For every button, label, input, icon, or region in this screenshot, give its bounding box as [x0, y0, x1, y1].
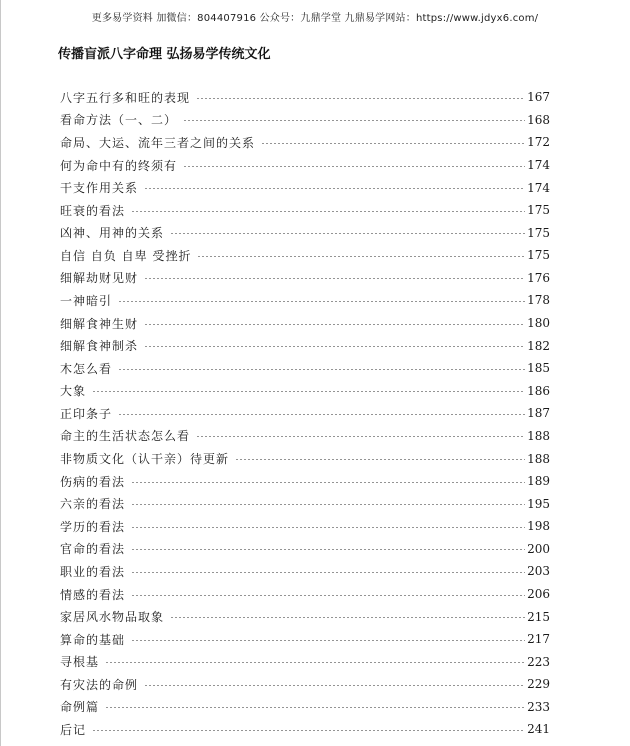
toc-entry-page-number: 187: [527, 406, 550, 421]
toc-entry[interactable]: [60, 470, 550, 493]
toc-entry-title: 伤病的看法: [60, 474, 126, 489]
toc-entry-title: 命主的生活状态怎么看: [60, 429, 191, 444]
toc-entry-page-number: 178: [527, 293, 550, 308]
toc-entry-page-number: 229: [527, 677, 550, 692]
toc-entry-title: 职业的看法: [60, 564, 126, 579]
toc-entry[interactable]: [60, 673, 550, 696]
toc-entry-page-number: 206: [527, 587, 550, 601]
dot-leader: [131, 504, 525, 505]
page-edge: [0, 0, 1, 746]
toc-entry-title: 凶神、用神的关系: [60, 226, 165, 241]
dot-leader: [183, 166, 525, 167]
dot-leader: [131, 549, 525, 550]
dot-leader: [196, 436, 525, 437]
toc-entry[interactable]: [60, 605, 550, 628]
toc-entry-page-number: 233: [527, 699, 550, 714]
dot-leader: [235, 459, 525, 460]
dot-leader: [183, 120, 525, 121]
dot-leader: [170, 233, 525, 234]
toc-entry-title: 六亲的看法: [60, 497, 126, 512]
toc-entry-title: 细解食神生财: [60, 316, 139, 331]
toc-entry-page-number: 223: [527, 654, 550, 669]
toc-entry[interactable]: [60, 425, 550, 448]
toc-entry-page-number: 172: [527, 135, 550, 150]
page-header: 更多易学资料 加微信：804407916 公众号：九鼎学堂 九鼎易学网站：https://www.jdyx6.com/: [91, 13, 539, 24]
toc-entry[interactable]: [60, 560, 550, 583]
toc-entry-title: 家居风水物品取象: [60, 610, 165, 625]
toc-entry-title: 看命方法（一、二）: [60, 113, 178, 128]
toc-entry-title: 一神暗引: [60, 293, 113, 308]
dot-leader: [144, 346, 525, 347]
dot-leader: [261, 143, 525, 144]
toc-entry[interactable]: [60, 696, 550, 719]
toc-entry[interactable]: [60, 109, 550, 132]
toc-entry-title: 细解劫财见财: [60, 271, 139, 286]
toc-entry[interactable]: [60, 492, 550, 515]
dot-leader: [105, 707, 525, 708]
toc-entry-title: 官命的看法: [60, 542, 126, 557]
toc-entry-title: 算命的基础: [60, 632, 126, 647]
toc-entry-page-number: 168: [527, 112, 550, 127]
toc-entry-page-number: 182: [527, 338, 550, 353]
toc-entry[interactable]: [60, 131, 550, 154]
toc-entry[interactable]: [60, 244, 550, 267]
toc-entry[interactable]: [60, 334, 550, 357]
toc-entry[interactable]: [60, 86, 550, 109]
toc-entry-title: 后记: [60, 722, 87, 737]
toc-entry-title: 干支作用关系: [60, 181, 139, 196]
dot-leader: [144, 685, 525, 686]
toc-entry-title: 正印条子: [60, 406, 113, 421]
table-of-contents: [60, 86, 550, 741]
dot-leader: [131, 595, 525, 596]
toc-entry-title: 自信 自负 自卑 受挫折: [60, 248, 192, 263]
toc-entry-title: 寻根基: [60, 655, 100, 670]
toc-entry[interactable]: [60, 221, 550, 244]
toc-entry[interactable]: [60, 538, 550, 561]
toc-entry[interactable]: [60, 289, 550, 312]
toc-entry[interactable]: [60, 199, 550, 222]
toc-entry-page-number: 176: [527, 270, 550, 285]
toc-entry-title: 何为命中有的终须有: [60, 158, 178, 173]
toc-entry-title: 有灾法的命例: [60, 677, 139, 692]
toc-entry-page-number: 180: [527, 316, 550, 331]
dot-leader: [131, 572, 525, 573]
toc-entry-title: 命例篇: [60, 700, 100, 715]
toc-entry[interactable]: [60, 447, 550, 470]
toc-entry[interactable]: [60, 583, 550, 606]
dot-leader: [118, 369, 525, 370]
toc-entry-page-number: 188: [527, 451, 550, 466]
dot-leader: [131, 211, 525, 212]
toc-entry[interactable]: [60, 267, 550, 290]
toc-entry-page-number: 195: [527, 496, 550, 511]
dot-leader: [131, 527, 525, 528]
dot-leader: [118, 301, 525, 302]
toc-entry-page-number: 174: [527, 180, 550, 195]
dot-leader: [105, 662, 525, 663]
toc-entry-page-number: 189: [527, 474, 550, 489]
toc-entry-title: 学历的看法: [60, 519, 126, 534]
dot-leader: [118, 414, 525, 415]
toc-entry[interactable]: [60, 380, 550, 403]
dot-leader: [92, 730, 525, 731]
dot-leader: [131, 640, 525, 641]
toc-entry[interactable]: [60, 718, 550, 741]
toc-entry-title: 情感的看法: [60, 587, 126, 602]
dot-leader: [144, 324, 525, 325]
toc-entry-title: 大象: [60, 384, 87, 399]
toc-entry-page-number: 217: [527, 632, 550, 647]
toc-entry-page-number: 175: [527, 225, 550, 240]
toc-entry-title: 八字五行多和旺的表现: [60, 90, 191, 105]
toc-entry-page-number: 186: [527, 383, 550, 398]
toc-entry-page-number: 175: [527, 203, 550, 218]
toc-entry[interactable]: [60, 628, 550, 651]
toc-entry[interactable]: [60, 154, 550, 177]
toc-entry-page-number: 174: [527, 158, 550, 173]
toc-entry-page-number: 185: [527, 361, 550, 376]
toc-entry[interactable]: [60, 357, 550, 380]
toc-entry-page-number: 188: [527, 428, 550, 443]
toc-entry-title: 木怎么看: [60, 361, 113, 376]
dot-leader: [144, 188, 525, 189]
toc-entry-page-number: 167: [527, 90, 550, 105]
toc-entry-title: 细解食神制杀: [60, 339, 139, 354]
dot-leader: [144, 278, 525, 279]
toc-entry[interactable]: [60, 515, 550, 538]
toc-entry-page-number: 175: [527, 248, 550, 263]
toc-entry-title: 命局、大运、流年三者之间的关系: [60, 135, 256, 150]
toc-entry-page-number: 198: [527, 519, 550, 534]
toc-entry-title: 非物质文化（认干亲）待更新: [60, 452, 230, 467]
toc-entry-page-number: 200: [527, 541, 550, 556]
dot-leader: [196, 98, 525, 99]
toc-entry-title: 旺衰的看法: [60, 203, 126, 218]
dot-leader: [131, 482, 525, 483]
dot-leader: [197, 256, 525, 257]
toc-entry-page-number: 215: [527, 609, 550, 624]
toc-entry-page-number: 241: [527, 722, 550, 737]
dot-leader: [170, 617, 525, 618]
document-title: 传播盲派八字命理 弘扬易学传统文化: [58, 47, 271, 62]
toc-entry[interactable]: [60, 650, 550, 673]
toc-entry-page-number: 203: [527, 564, 550, 579]
dot-leader: [92, 391, 525, 392]
toc-entry[interactable]: [60, 176, 550, 199]
toc-entry[interactable]: [60, 312, 550, 335]
toc-entry[interactable]: [60, 402, 550, 425]
